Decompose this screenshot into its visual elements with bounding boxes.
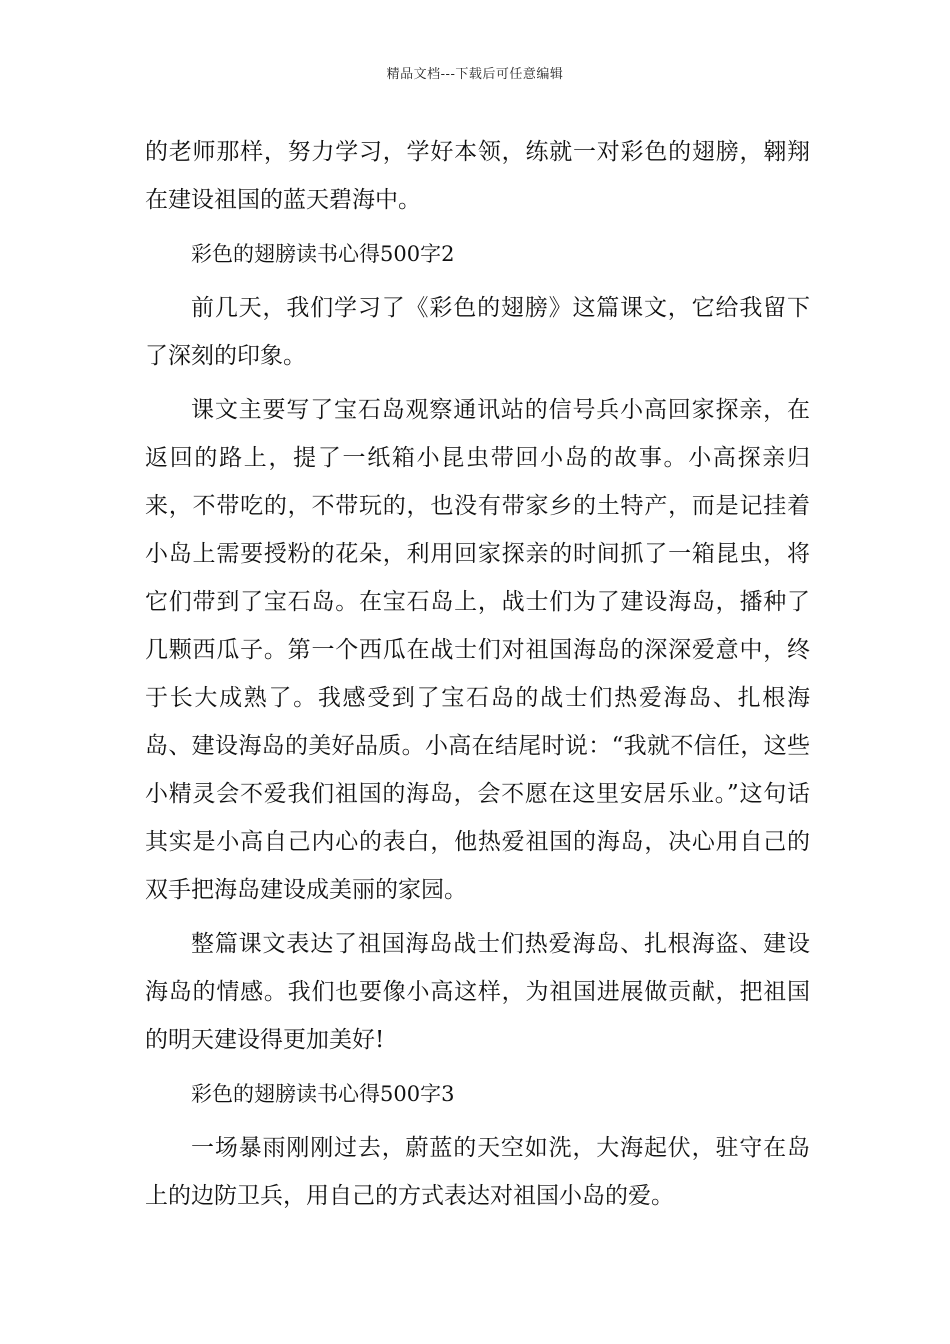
page-header: 精品文档---下载后可任意编辑 <box>386 67 564 82</box>
paragraph-continuation: 的老师那样，努力学习，学好本领，练就一对彩色的翅膀，翱翔在建设祖国的蓝天碧海中。 <box>145 139 810 213</box>
paragraph: 整篇课文表达了祖国海岛战士们热爱海岛、扎根海盗、建设海岛的情感。我们也要像小高这样，为祖国进展做贡献，把祖国的明天建设得更加美好! <box>145 931 810 1053</box>
paragraph: 前几天，我们学习了《彩色的翅膀》这篇课文，它给我留下了深刻的印象。 <box>145 295 810 369</box>
paragraph: 一场暴雨刚刚过去，蔚蓝的天空如洗，大海起伏，驻守在岛上的边防卫兵，用自己的方式表达对祖国小岛的爱。 <box>145 1135 810 1209</box>
section-heading: 彩色的翅膀读书心得500字2 <box>191 242 455 266</box>
paragraph: 课文主要写了宝石岛观察通讯站的信号兵小高回家探亲，在返回的路上，提了一纸箱小昆虫带回小岛的故事。小高探亲归来，不带吃的，不带玩的，也没有带家乡的土特产，而是记挂着小岛上需要授粉的花朵，利用回家探亲的时间抓了一箱昆虫，将它们带到了宝石岛。在宝石岛上，战士们为了建设海岛，播种了几颗西瓜子。第一个西瓜在战士们对祖国海岛的深深爱意中，终于长大成熟了。我感受到了宝石岛的战士们热爱海岛、扎根海岛、建设海岛的美好品质。小高在结尾时说：“我就不信任，这些小精灵会不爱我们祖国的海岛，会不愿在这里安居乐业。”这句话其实是小高自己内心的表白，他热爱祖国的海岛，决心用自己的双手把海岛建设成美丽的家园。 <box>145 397 810 903</box>
document-body <box>145 128 810 1226</box>
section-heading: 彩色的翅膀读书心得500字3 <box>191 1082 455 1106</box>
